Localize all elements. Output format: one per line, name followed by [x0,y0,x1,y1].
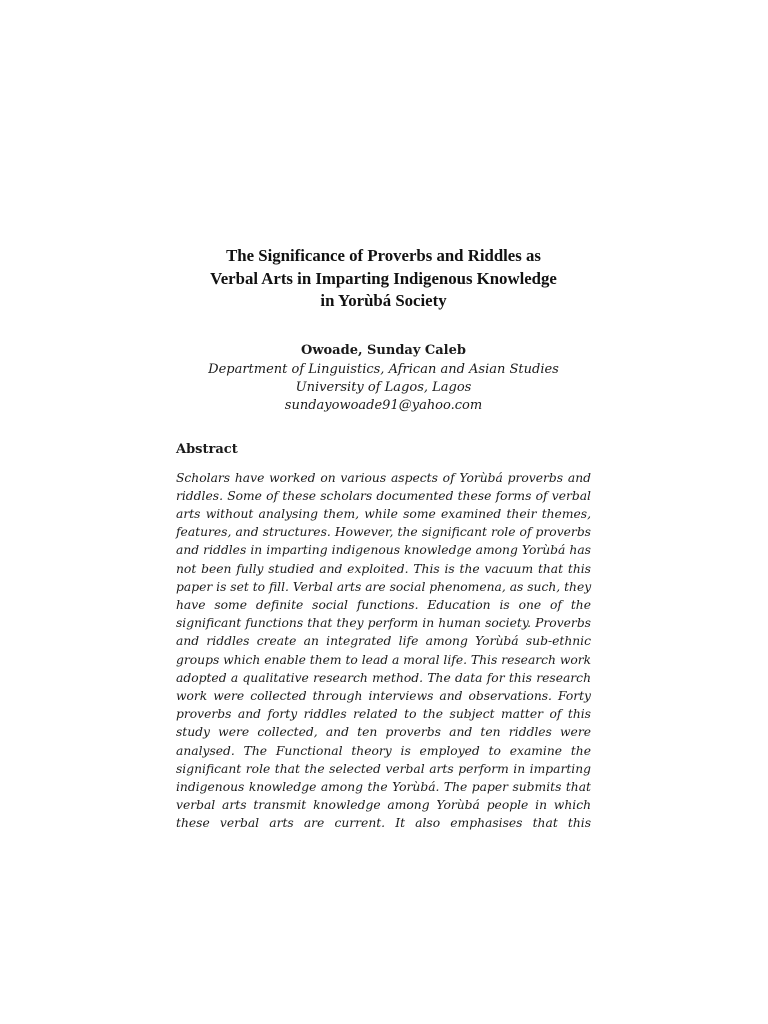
paper-content [176,245,591,833]
title-line: Verbal Arts in Imparting Indigenous Knowledge [210,268,557,288]
abstract-line: work were collected through interviews and observations. Forty [176,688,591,703]
abstract-line: paper is set to fill. Verbal arts are social phenomena, as such, they [176,579,592,594]
abstract-heading: Abstract [176,441,238,457]
abstract-line: features, and structures. However, the significant role of proverbs [176,525,591,540]
abstract-line: have some definite social functions. Education is one of the [176,597,591,612]
abstract-line: Scholars have worked on various aspects of Yorùbá proverbs and [176,470,591,485]
abstract-line: not been fully studied and exploited. This is the vacuum that this [176,561,591,576]
abstract-line: study were collected, and ten proverbs and ten riddles were [176,725,591,740]
abstract-line: verbal arts transmit knowledge among Yorùbá people in which [176,798,591,813]
author-email: sundayowoade91@yahoo.com [284,397,483,413]
author-block [176,342,591,415]
abstract-line: and riddles create an integrated life among Yorùbá sub-ethnic [176,634,591,649]
abstract-line: proverbs and forty riddles related to the subject matter of this [176,707,591,722]
author-name: Owoade, Sunday Caleb [301,342,466,358]
author-university: University of Lagos, Lagos [295,379,472,395]
paper-title [176,245,591,313]
title-line: in Yorùbá Society [320,291,447,310]
abstract-line: these verbal arts are current. It also emphasises that this [176,816,591,831]
abstract-line: significant role that the selected verbal arts perform in imparting [176,761,591,776]
abstract-line: riddles. Some of these scholars documented these forms of verbal [176,488,591,503]
abstract-line: adopted a qualitative research method. The data for this research [176,670,591,685]
abstract-body [176,469,591,833]
abstract-line: and riddles in imparting indigenous knowledge among Yorùbá has [176,543,591,558]
abstract-line: groups which enable them to lead a moral life. This research work [176,652,592,667]
abstract-line: significant functions that they perform in human society. Proverbs [176,616,591,631]
title-line: The Significance of Proverbs and Riddles as [226,246,541,265]
abstract-line: analysed. The Functional theory is employed to examine the [176,743,591,758]
abstract-line: arts without analysing them, while some examined their themes, [176,506,591,521]
abstract-line: indigenous knowledge among the Yorùbá. The paper submits that [176,779,591,794]
author-department: Department of Linguistics, African and Asian Studies [208,361,559,377]
